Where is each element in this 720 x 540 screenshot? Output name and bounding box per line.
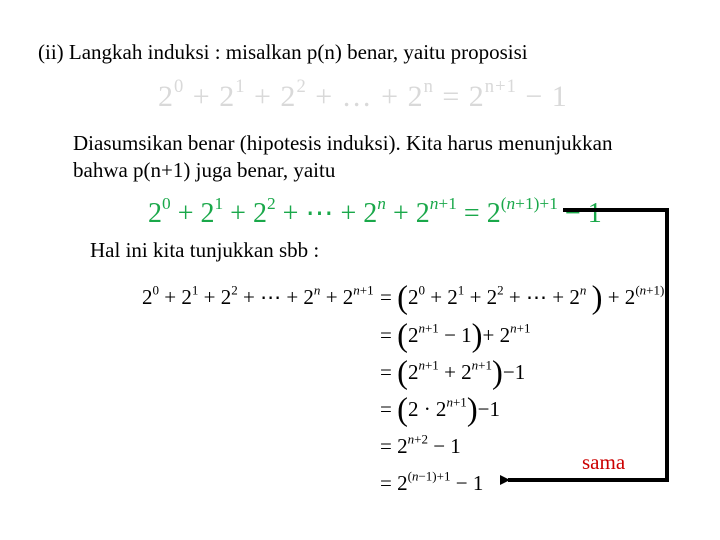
proof-step-1: = ($2^0 + 2^1 + 2^2$ + ⋯ + $2^n$ ) + $2^{(n+1)}$ xyxy=(380,279,665,316)
proof-step-5: = $2^{n+2} - 1$ xyxy=(380,431,461,458)
proof-step-2: = $(2^{n+1} - 1)+ 2^{n+1}$ xyxy=(380,317,531,354)
assumption-line-1: Diasumsikan benar (hipotesis induksi). Kita harus menunjukkan xyxy=(73,131,613,155)
proof-step-4: = $(2 \cdot 2^{n+1})-1$ xyxy=(380,391,500,428)
same-label: sama xyxy=(582,450,626,474)
assumption-line-2: bahwa p(n+1) juga benar, yaitu xyxy=(73,158,336,182)
proof-step-3: = $(2^{n+1} + 2^{n+1})-1$ xyxy=(380,354,526,391)
proof-lhs: $2^0 + 2^1 + 2^2$ + ⋯ + $2^n + 2^{n+1}$ xyxy=(142,282,374,309)
intro-text: (ii) Langkah induksi : misalkan p(n) benar, yaitu proposisi xyxy=(38,40,528,64)
proof-step-6: = $2^{(n-1)+1} - 1$ xyxy=(380,468,484,495)
hypothesis-equation: $2^0 + 2^1 + 2^2$ + … + $2^n = 2^{n+1} - 1$ xyxy=(158,76,568,113)
connector-line xyxy=(508,210,667,480)
target-equation: $2^0 + 2^1 + 2^2$ + ⋯ + $2^n + 2^{n+1} = 2^{(n+1)+1} - 1$ xyxy=(148,193,602,229)
show-text: Hal ini kita tunjukkan sbb : xyxy=(90,238,320,262)
